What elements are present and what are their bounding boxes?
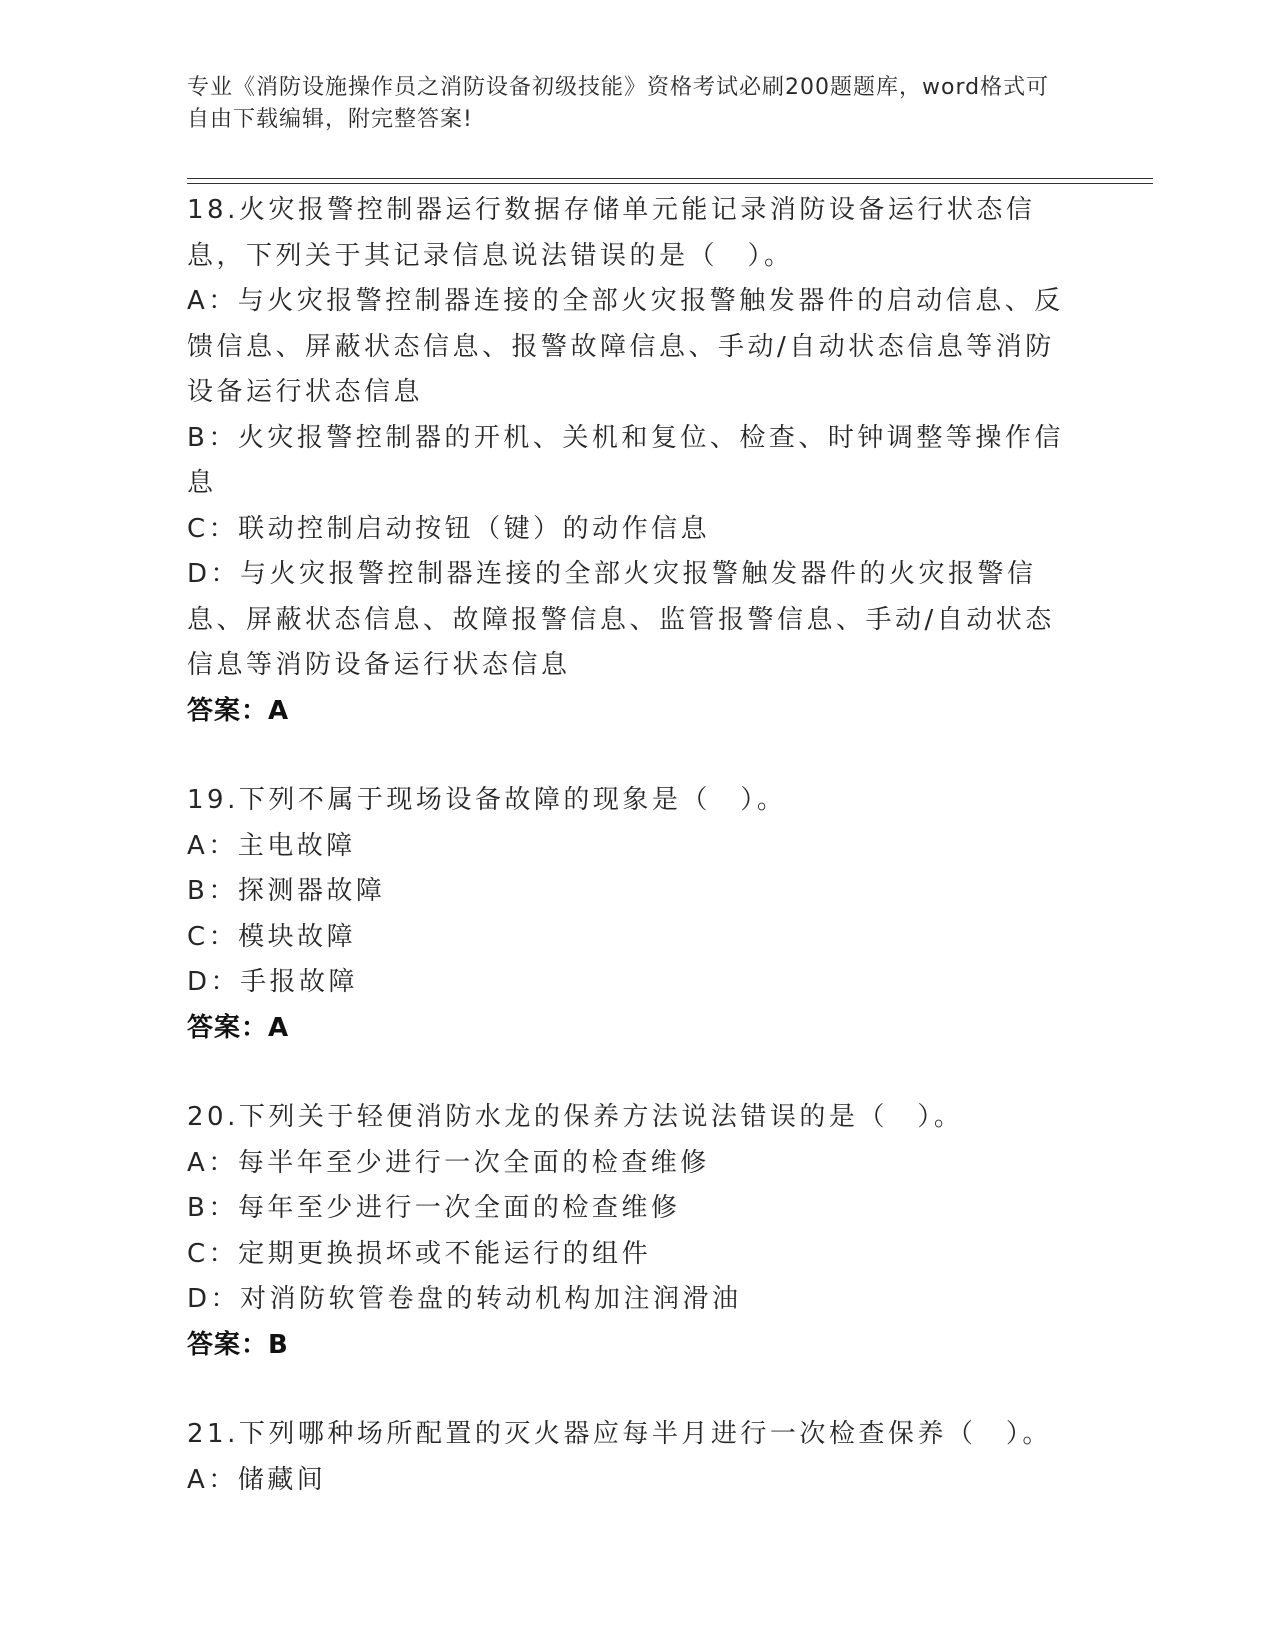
option-a: A：储藏间: [187, 1464, 327, 1495]
option-a: A：主电故障: [187, 830, 356, 861]
question-stem: 20.下列关于轻便消防水龙的保养方法说法错误的是（ ）。: [187, 1102, 964, 1132]
question-list: [187, 188, 1067, 1547]
question-21: [187, 1412, 1067, 1503]
option-d: D：手报故障: [187, 967, 359, 997]
question-19: [187, 778, 1067, 1051]
option-b: B：每年至少进行一次全面的检查维修: [187, 1193, 681, 1223]
answer: 答案：B: [187, 1329, 289, 1360]
answer: 答案：A: [187, 1012, 290, 1043]
header-divider-top: [187, 178, 1153, 179]
answer: 答案：A: [187, 695, 290, 726]
question-20: [187, 1095, 1067, 1368]
question-stem: 21.下列哪种场所配置的灭火器应每半月进行一次检查保养（ ）。: [187, 1419, 1052, 1449]
option-b: B：探测器故障: [187, 876, 386, 906]
option-a: A：每半年至少进行一次全面的检查维修: [187, 1147, 710, 1178]
option-d: D：对消防软管卷盘的转动机构加注润滑油: [187, 1284, 742, 1314]
option-c: C：定期更换损坏或不能运行的组件: [187, 1238, 652, 1269]
option-b: B：火灾报警控制器的开机、关机和复位、检查、时钟调整等操作信息: [187, 422, 1064, 498]
option-d: D：与火灾报警控制器连接的全部火灾报警触发器件的火灾报警信息、屏蔽状态信息、故障报警信息、监管报警信息、手动/自动状态信息等消防设备运行状态信息: [187, 559, 1055, 680]
question-stem: 18.火灾报警控制器运行数据存储单元能记录消防设备运行状态信息，下列关于其记录信息说法错误的是（ ）。: [187, 195, 1036, 271]
option-a: A：与火灾报警控制器连接的全部火灾报警触发器件的启动信息、反馈信息、屏蔽状态信息、报警故障信息、手动/自动状态信息等消防设备运行状态信息: [187, 286, 1064, 407]
option-c: C：模块故障: [187, 921, 357, 952]
question-18: [187, 188, 1067, 734]
question-stem: 19.下列不属于现场设备故障的现象是（ ）。: [187, 785, 787, 815]
option-c: C：联动控制启动按钮（键）的动作信息: [187, 513, 711, 544]
header-divider-bottom: [187, 183, 1153, 184]
document-header: 专业《消防设施操作员之消防设备初级技能》资格考试必刷200题题库，word格式可自由下载编辑，附完整答案!: [187, 75, 1050, 132]
